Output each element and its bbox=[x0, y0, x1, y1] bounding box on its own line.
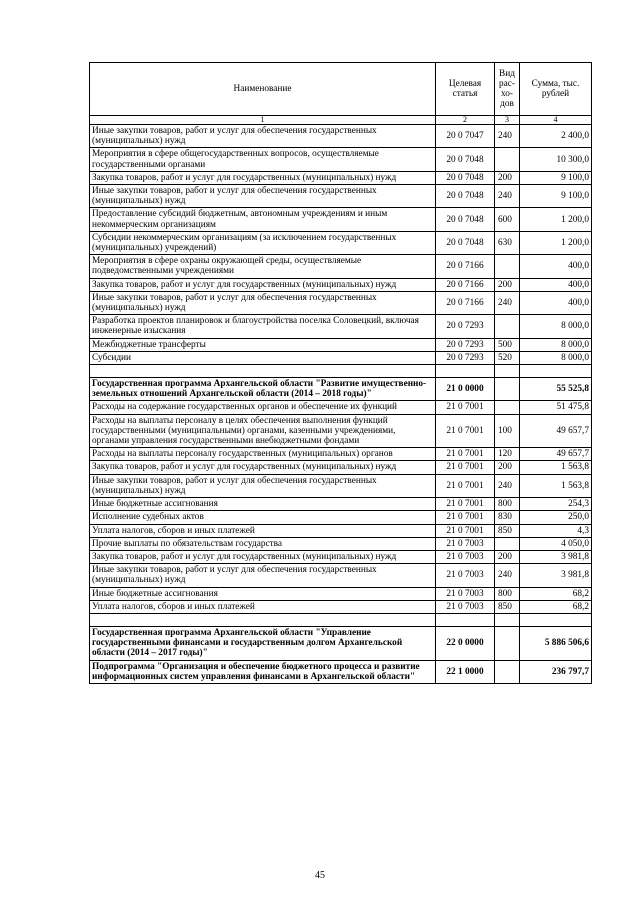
cell-type bbox=[495, 401, 520, 414]
budget-table-container bbox=[89, 62, 591, 684]
cell-type: 200 bbox=[495, 550, 520, 563]
cell-code: 21 0 7001 bbox=[436, 401, 495, 414]
cell-sum: 55 525,8 bbox=[520, 378, 592, 401]
cell-code: 21 0 0000 bbox=[436, 378, 495, 401]
page-number: 45 bbox=[315, 870, 325, 881]
cell-sum: 8 000,0 bbox=[520, 351, 592, 364]
cell-name: Уплата налогов, сборов и иных платежей bbox=[90, 524, 436, 537]
cell-code: 20 0 7048 bbox=[436, 171, 495, 184]
cell-name: Мероприятия в сфере охраны окружающей среды, осуществляемые подведомственными учреждениями bbox=[90, 255, 436, 278]
cell-code: 21 0 7001 bbox=[436, 498, 495, 511]
column-number-row bbox=[90, 116, 592, 125]
table-row bbox=[90, 338, 592, 351]
cell-type bbox=[495, 378, 520, 401]
cell-sum: 1 563,8 bbox=[520, 461, 592, 474]
table-row bbox=[90, 498, 592, 511]
cell-type: 800 bbox=[495, 587, 520, 600]
cell-name: Иные закупки товаров, работ и услуг для обеспечения государственных (муниципальных) нужд bbox=[90, 564, 436, 587]
cell-sum: 4 050,0 bbox=[520, 537, 592, 550]
cell-type bbox=[495, 626, 520, 660]
cell-sum: 68,2 bbox=[520, 587, 592, 600]
cell-code: 22 1 0000 bbox=[436, 660, 495, 683]
cell-name: Субсидии bbox=[90, 351, 436, 364]
table-row bbox=[90, 291, 592, 314]
cell-name: Межбюджетные трансферты bbox=[90, 338, 436, 351]
table-row bbox=[90, 524, 592, 537]
cell-name: Закупка товаров, работ и услуг для государственных (муниципальных) нужд bbox=[90, 278, 436, 291]
cell-type: 200 bbox=[495, 171, 520, 184]
cell-type: 850 bbox=[495, 524, 520, 537]
cell-code: 21 0 7001 bbox=[436, 511, 495, 524]
cell-code: 20 0 7166 bbox=[436, 255, 495, 278]
cell-sum: 2 400,0 bbox=[520, 125, 592, 148]
cell-sum: 51 475,8 bbox=[520, 401, 592, 414]
cell-sum: 3 981,8 bbox=[520, 564, 592, 587]
cell-name: Иные закупки товаров, работ и услуг для обеспечения государственных (муниципальных) нужд bbox=[90, 185, 436, 208]
cell-code: 21 0 7001 bbox=[436, 474, 495, 497]
cell-type bbox=[495, 660, 520, 683]
cell-code: 21 0 7001 bbox=[436, 448, 495, 461]
cell-code: 20 0 7048 bbox=[436, 148, 495, 171]
cell-code: 21 0 7001 bbox=[436, 414, 495, 448]
cell-name bbox=[90, 365, 436, 378]
cell-name: Иные закупки товаров, работ и услуг для обеспечения государственных (муниципальных) нужд bbox=[90, 125, 436, 148]
table-row bbox=[90, 171, 592, 184]
cell-name: Подпрограмма "Организация и обеспечение бюджетного процесса и развитие информационных систем управления финансами в Архангельской области" bbox=[90, 660, 436, 683]
cell-sum: 49 657,7 bbox=[520, 448, 592, 461]
cell-type: 100 bbox=[495, 414, 520, 448]
cell-sum: 236 797,7 bbox=[520, 660, 592, 683]
cell-code: 21 0 7003 bbox=[436, 564, 495, 587]
cell-type: 240 bbox=[495, 125, 520, 148]
table-row bbox=[90, 125, 592, 148]
cell-code: 20 0 7166 bbox=[436, 291, 495, 314]
cell-code: 21 0 7003 bbox=[436, 537, 495, 550]
cell-code: 20 0 7048 bbox=[436, 208, 495, 231]
cell-type bbox=[495, 315, 520, 338]
table-row bbox=[90, 231, 592, 254]
spacer-row bbox=[90, 365, 592, 378]
cell-name: Закупка товаров, работ и услуг для государственных (муниципальных) нужд bbox=[90, 171, 436, 184]
cell-sum bbox=[520, 365, 592, 378]
cell-sum: 9 100,0 bbox=[520, 185, 592, 208]
cell-code: 20 0 7293 bbox=[436, 315, 495, 338]
cell-sum: 250,0 bbox=[520, 511, 592, 524]
cell-sum bbox=[520, 613, 592, 626]
cell-code: 20 0 7293 bbox=[436, 351, 495, 364]
cell-name: Закупка товаров, работ и услуг для государственных (муниципальных) нужд bbox=[90, 550, 436, 563]
header-code: Целевая статья bbox=[436, 63, 495, 116]
cell-sum: 8 000,0 bbox=[520, 338, 592, 351]
cell-type: 200 bbox=[495, 278, 520, 291]
cell-sum: 1 200,0 bbox=[520, 231, 592, 254]
table-row bbox=[90, 511, 592, 524]
cell-sum: 5 886 506,6 bbox=[520, 626, 592, 660]
table-header bbox=[90, 63, 592, 125]
cell-sum: 400,0 bbox=[520, 291, 592, 314]
cell-type bbox=[495, 365, 520, 378]
cell-name: Предоставление субсидий бюджетным, автономным учреждениям и иным некоммерческим организациям bbox=[90, 208, 436, 231]
cell-name: Иные закупки товаров, работ и услуг для обеспечения государственных (муниципальных) нужд bbox=[90, 291, 436, 314]
cell-name: Расходы на выплаты персоналу в целях обеспечения выполнения функций государственными (муниципальными) органами, казенными учреждениями, органами управления государственными внебюджетными фондами bbox=[90, 414, 436, 448]
spacer-row bbox=[90, 613, 592, 626]
table-row bbox=[90, 550, 592, 563]
cell-name: Мероприятия в сфере общегосударственных вопросов, осуществляемые государственными органами bbox=[90, 148, 436, 171]
cell-code: 20 0 7048 bbox=[436, 231, 495, 254]
column-number: 4 bbox=[520, 116, 592, 125]
cell-sum: 49 657,7 bbox=[520, 414, 592, 448]
table-row bbox=[90, 148, 592, 171]
cell-sum: 3 981,8 bbox=[520, 550, 592, 563]
table-row bbox=[90, 208, 592, 231]
cell-code bbox=[436, 613, 495, 626]
cell-sum: 1 200,0 bbox=[520, 208, 592, 231]
cell-code: 21 0 7003 bbox=[436, 587, 495, 600]
table-row bbox=[90, 461, 592, 474]
cell-code: 20 0 7293 bbox=[436, 338, 495, 351]
header-type: Вид рас-хо-дов bbox=[495, 63, 520, 116]
cell-name: Расходы на выплаты персоналу государственных (муниципальных) органов bbox=[90, 448, 436, 461]
table-row bbox=[90, 537, 592, 550]
cell-name: Иные закупки товаров, работ и услуг для обеспечения государственных (муниципальных) нужд bbox=[90, 474, 436, 497]
cell-code: 21 0 7003 bbox=[436, 550, 495, 563]
cell-name: Государственная программа Архангельской области "Управление государственными финансами и государственным долгом Архангельской области (2014 – 2017 годы)" bbox=[90, 626, 436, 660]
cell-type: 240 bbox=[495, 564, 520, 587]
cell-name: Исполнение судебных актов bbox=[90, 511, 436, 524]
cell-type: 600 bbox=[495, 208, 520, 231]
cell-type bbox=[495, 537, 520, 550]
cell-code: 22 0 0000 bbox=[436, 626, 495, 660]
cell-sum: 10 300,0 bbox=[520, 148, 592, 171]
table-body bbox=[90, 125, 592, 684]
cell-code: 21 0 7003 bbox=[436, 600, 495, 613]
table-row bbox=[90, 587, 592, 600]
table-row bbox=[90, 600, 592, 613]
cell-name: Государственная программа Архангельской области "Развитие имущественно-земельных отношений Архангельской области (2014 – 2018 годы)" bbox=[90, 378, 436, 401]
table-row bbox=[90, 315, 592, 338]
cell-type: 630 bbox=[495, 231, 520, 254]
cell-sum: 8 000,0 bbox=[520, 315, 592, 338]
table-row bbox=[90, 255, 592, 278]
cell-name: Закупка товаров, работ и услуг для государственных (муниципальных) нужд bbox=[90, 461, 436, 474]
header-sum: Сумма, тыс. рублей bbox=[520, 63, 592, 116]
budget-table bbox=[89, 62, 592, 684]
cell-code bbox=[436, 365, 495, 378]
table-row bbox=[90, 448, 592, 461]
table-row bbox=[90, 401, 592, 414]
cell-name: Иные бюджетные ассигнования bbox=[90, 498, 436, 511]
cell-name: Уплата налогов, сборов и иных платежей bbox=[90, 600, 436, 613]
cell-type: 240 bbox=[495, 474, 520, 497]
cell-type: 850 bbox=[495, 600, 520, 613]
cell-name: Прочие выплаты по обязательствам государства bbox=[90, 537, 436, 550]
table-row bbox=[90, 278, 592, 291]
cell-sum: 400,0 bbox=[520, 255, 592, 278]
cell-type: 240 bbox=[495, 291, 520, 314]
table-row bbox=[90, 626, 592, 660]
cell-sum: 254,3 bbox=[520, 498, 592, 511]
header-name: Наименование bbox=[90, 63, 436, 116]
table-row bbox=[90, 378, 592, 401]
column-number: 3 bbox=[495, 116, 520, 125]
table-row bbox=[90, 660, 592, 683]
cell-code: 20 0 7047 bbox=[436, 125, 495, 148]
cell-type bbox=[495, 255, 520, 278]
cell-type: 830 bbox=[495, 511, 520, 524]
cell-name: Субсидии некоммерческим организациям (за исключением государственных (муниципальных) учреждений) bbox=[90, 231, 436, 254]
cell-code: 21 0 7001 bbox=[436, 524, 495, 537]
column-number: 1 bbox=[90, 116, 436, 125]
cell-code: 20 0 7166 bbox=[436, 278, 495, 291]
cell-type: 240 bbox=[495, 185, 520, 208]
cell-type: 500 bbox=[495, 338, 520, 351]
column-number: 2 bbox=[436, 116, 495, 125]
cell-type: 200 bbox=[495, 461, 520, 474]
table-row bbox=[90, 474, 592, 497]
cell-name bbox=[90, 613, 436, 626]
cell-sum: 68,2 bbox=[520, 600, 592, 613]
cell-type: 120 bbox=[495, 448, 520, 461]
table-row bbox=[90, 564, 592, 587]
cell-sum: 1 563,8 bbox=[520, 474, 592, 497]
table-row bbox=[90, 414, 592, 448]
cell-code: 20 0 7048 bbox=[436, 185, 495, 208]
cell-type bbox=[495, 148, 520, 171]
cell-type bbox=[495, 613, 520, 626]
cell-sum: 4,3 bbox=[520, 524, 592, 537]
cell-type: 800 bbox=[495, 498, 520, 511]
cell-type: 520 bbox=[495, 351, 520, 364]
cell-name: Иные бюджетные ассигнования bbox=[90, 587, 436, 600]
cell-sum: 400,0 bbox=[520, 278, 592, 291]
table-row bbox=[90, 351, 592, 364]
cell-code: 21 0 7001 bbox=[436, 461, 495, 474]
cell-name: Расходы на содержание государственных органов и обеспечение их функций bbox=[90, 401, 436, 414]
table-row bbox=[90, 185, 592, 208]
cell-name: Разработка проектов планировок и благоустройства поселка Соловецкий, включая инженерные изыскания bbox=[90, 315, 436, 338]
cell-sum: 9 100,0 bbox=[520, 171, 592, 184]
